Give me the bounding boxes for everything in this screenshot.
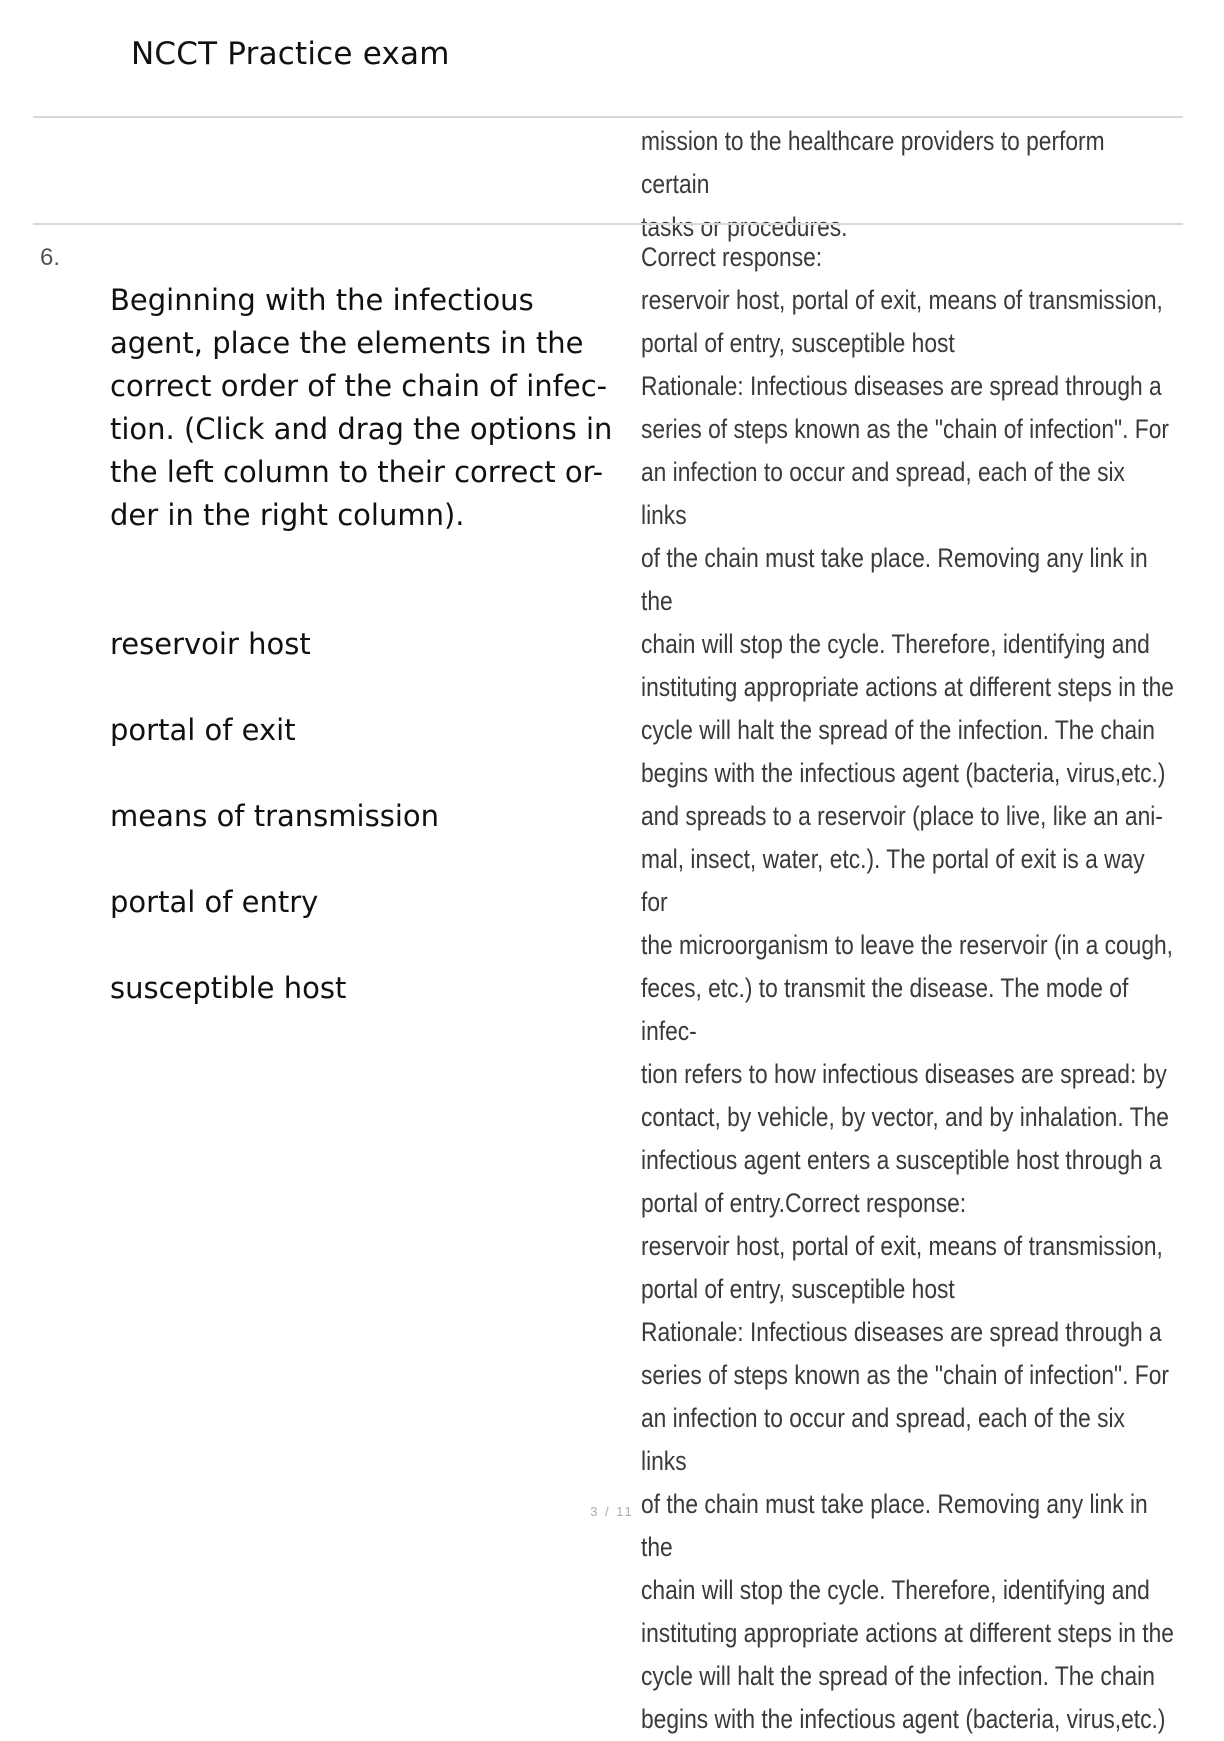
option-item[interactable]: portal of entry [110,885,319,919]
option-item[interactable]: reservoir host [110,627,311,661]
question-prompt: Beginning with the infectious agent, place the elements in the correct order of the chain of infec- tion. (Click and drag the options in the left column to their correct or- der in the right column). [110,283,613,532]
previous-answer-continuation: mission to the healthcare providers to perform certain tasks or procedures. [641,126,1105,242]
page-number: 3 / 11 [590,1504,634,1519]
question-number: 6. [40,244,61,271]
page-title: NCCT Practice exam [131,36,450,72]
question-block [110,236,630,1096]
answer-rationale: Correct response: reservoir host, portal of exit, means of transmission, portal of entry, susceptible host Rationale: Infectious diseases are spread through a series of steps known as the "chain of infection". For an infection to occur and spread, each of the six links of the chain must take place. Removing any link in the chain will stop the cycle. Therefore, identifying and instituting appropriate actions at different steps in the cycle will halt the spread of the infection. The chain begins with the infectious agent (bacteria, virus,etc.) and spreads to a reservoir (place to live, like an ani- mal, insect, water, etc.). The portal of exit is a way for the microorganism to leave the reservoir (in a cough, feces, etc.) to transmit the disease. The mode of infec- tion refers to how infectious diseases are spread: by contact, by vehicle, by vector, and by inhalation. The infectious agent enters a susceptible host through a portal of entry.Correct response: reservoir host, portal of exit, means of transmission, portal of entry, susceptible host Rationale: Infectious diseases are spread through a series of steps known as the "chain of infection". For an infection to occur and spread, each of the six links of the chain must take place. Removing any link in the chain will stop the cycle. Therefore, identifying and instituting appropriate actions at different steps in the cycle will halt the spread of the infection. The chain begins with the infectious agent (bacteria, virus,etc.) [641,242,1174,1734]
option-list [110,580,630,1053]
divider-question-6 [33,223,1183,225]
divider-top [33,116,1183,118]
option-item[interactable]: portal of exit [110,713,296,747]
option-item[interactable]: susceptible host [110,971,347,1005]
option-item[interactable]: means of transmission [110,799,439,833]
